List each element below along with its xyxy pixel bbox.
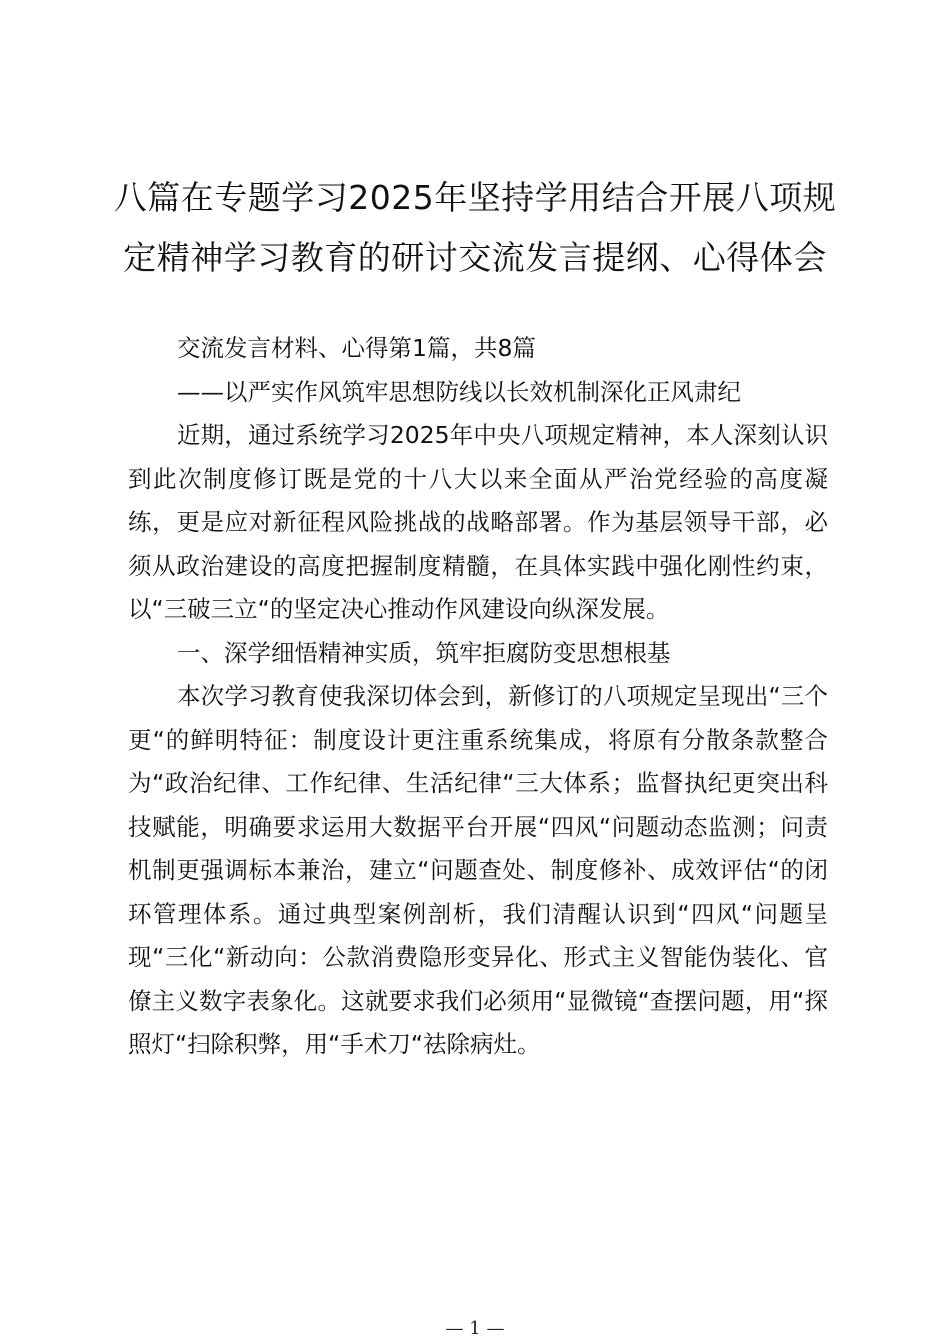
paragraph-intro: 近期，通过系统学习2025年中央八项规定精神，本人深刻认识到此次制度修订既是党的十八大以来全面从严治党经验的高度凝练，更是应对新征程风险挑战的战略部署。作为基层领导干部，必须从政治建设的高度把握制度精髓，在具体实践中强化刚性约束，以“三破三立“的坚定决心推动作风建设向纵深发展。 xyxy=(128,421,828,623)
section-heading-1: 一、深学细悟精神实质，筑牢拒腐防变思想根基 xyxy=(177,638,671,667)
paragraph-section-1: 本次学习教育使我深切体会到，新修订的八项规定呈现出“三个更“的鲜明特征：制度设计更注重系统集成，将原有分散条款整合为“政治纪律、工作纪律、生活纪律“三大体系；监督执纪更突出科技赋能，明确要求运用大数据平台开展“四风“问题动态监测；问责机制更强调标本兼治，建立“问题查处、制度修补、成效评估“的闭环管理体系。通过典型案例剖析，我们清醒认识到“四风“问题呈现“三化“新动向：公款消费隐形变异化、形式主义智能伪装化、官僚主义数字表象化。这就要求我们必须用“显微镜“查摆问题，用“探照灯“扫除积弊，用“手术刀“祛除病灶。 xyxy=(128,682,828,1058)
page-number: — 1 — xyxy=(445,1318,505,1339)
subtitle-line: 交流发言材料、心得第1篇，共8篇 xyxy=(177,334,536,362)
document-body xyxy=(128,327,828,1067)
document-title: 八篇在专题学习2025年坚持学用结合开展八项规定精神学习教育的研讨交流发言提纲、心得体会 xyxy=(113,178,837,277)
theme-line: ——以严实作风筑牢思想防线以长效机制深化正风肃纪 xyxy=(177,377,741,406)
